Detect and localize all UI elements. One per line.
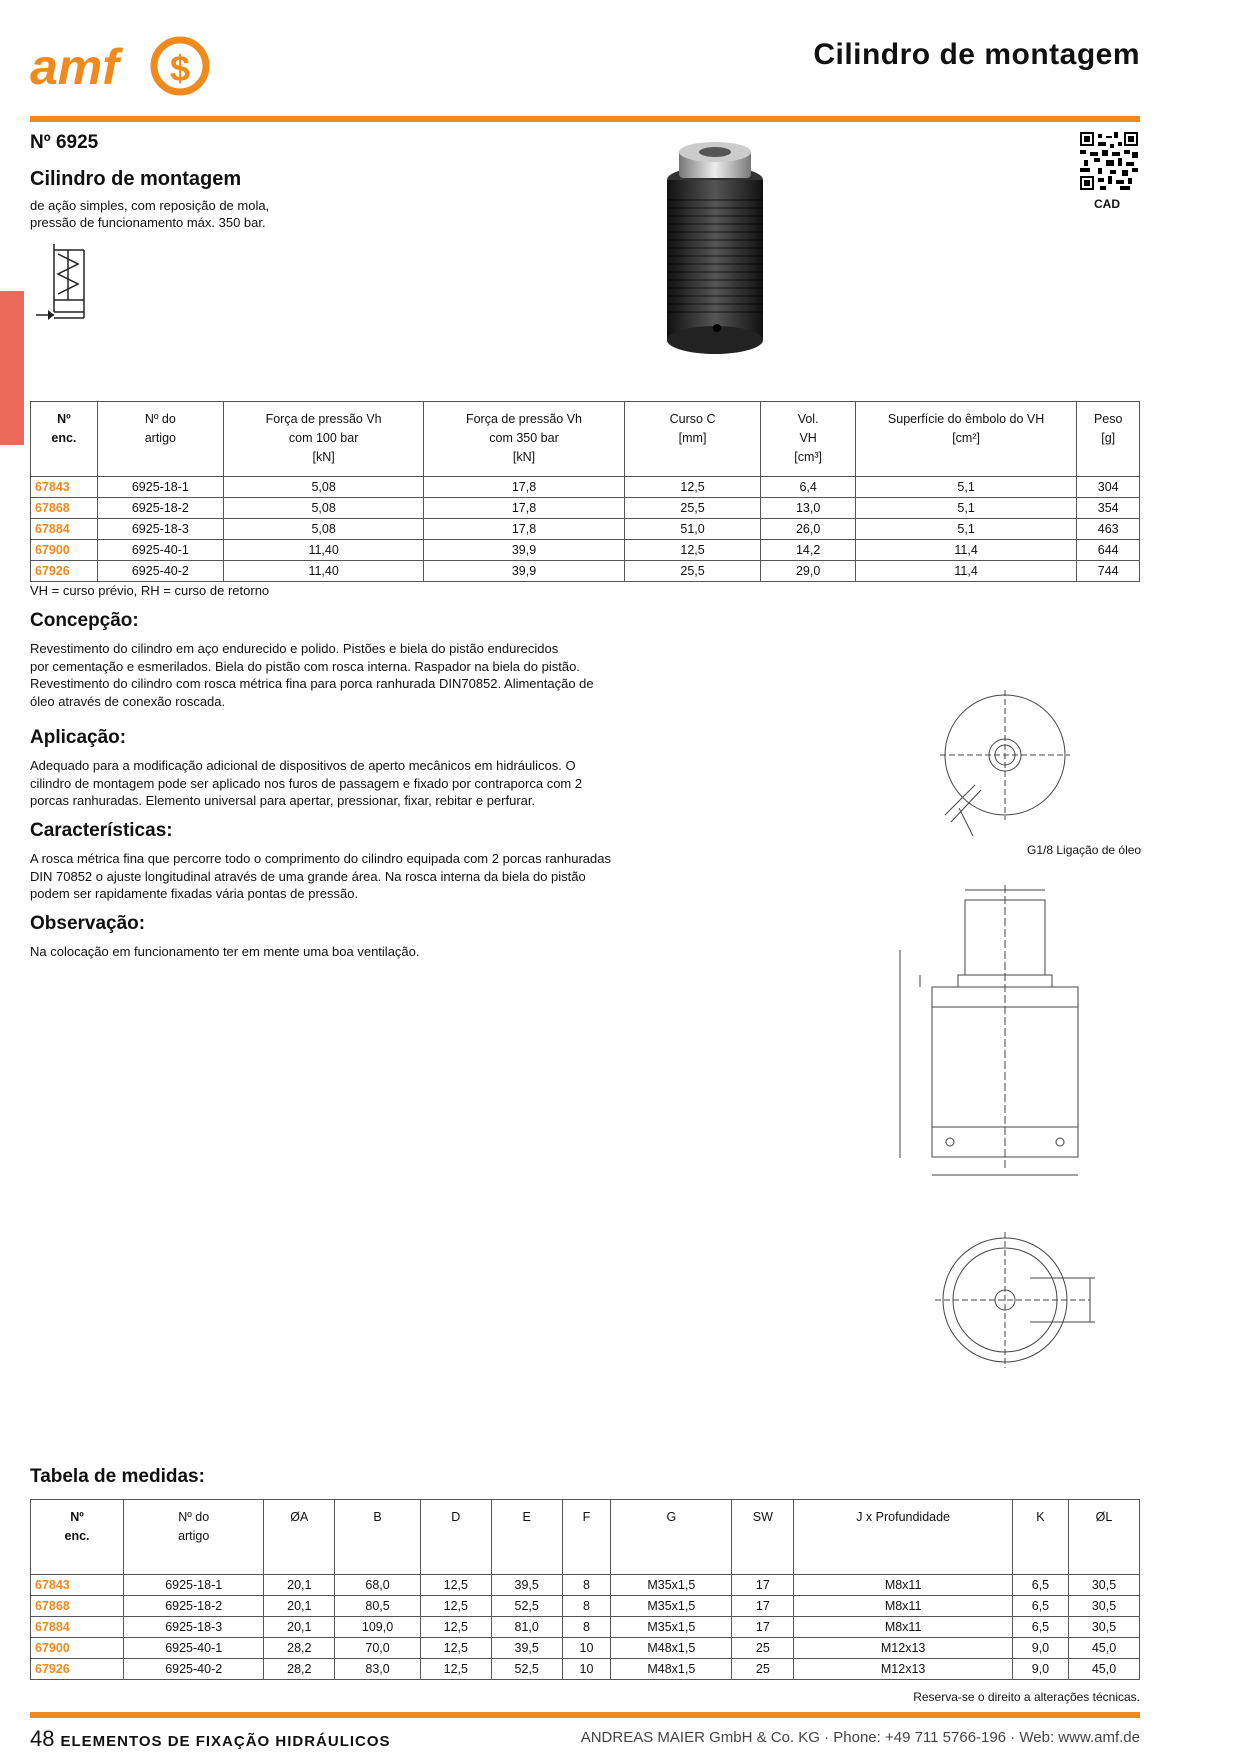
column-header — [31, 1500, 124, 1575]
table-cell: 80,5 — [335, 1596, 421, 1617]
table-cell: 28,2 — [264, 1638, 335, 1659]
table-cell: 52,5 — [491, 1659, 562, 1680]
table-row — [31, 1596, 1140, 1617]
text-line: A rosca métrica fina que percorre todo o comprimento do cilindro equipada com 2 porcas ranhuradas — [30, 851, 611, 866]
header-line: artigo — [178, 1529, 210, 1543]
order-number-cell[interactable]: 67884 — [31, 519, 98, 540]
table-cell: 28,2 — [264, 1659, 335, 1680]
table-cell: 5,1 — [855, 519, 1077, 540]
table-cell: 52,5 — [491, 1596, 562, 1617]
table-cell: 45,0 — [1069, 1659, 1140, 1680]
table-cell: 109,0 — [335, 1617, 421, 1638]
text-line: DIN 70852 o ajuste longitudinal através de uma grande área. Na rosca interna da biela do pistão — [30, 868, 586, 884]
table-cell: 14,2 — [761, 540, 855, 561]
table-cell: 12,5 — [624, 477, 761, 498]
qr-code-icon[interactable] — [1080, 132, 1138, 190]
table-cell: 12,5 — [420, 1638, 491, 1659]
specs-table — [30, 401, 1140, 582]
table-row — [31, 1659, 1140, 1680]
column-header — [624, 402, 761, 477]
table-cell: 8 — [562, 1596, 611, 1617]
text-line: Revestimento do cilindro em aço endurecido e polido. Pistões e biela do pistão endurecidos — [30, 641, 559, 656]
table-cell: 17 — [732, 1617, 794, 1638]
column-header — [264, 1500, 335, 1575]
table-cell: 9,0 — [1012, 1659, 1068, 1680]
table-row — [31, 1638, 1140, 1659]
table-cell: 6925-18-1 — [97, 477, 223, 498]
header-line: Nº do — [144, 412, 176, 426]
table-cell: 25,5 — [624, 498, 761, 519]
table-cell: 11,4 — [855, 540, 1077, 561]
header-rule — [30, 116, 1140, 122]
table-row — [31, 477, 1140, 498]
header-line: Superfície do êmbolo do VH — [887, 412, 1045, 426]
header-line: ØA — [290, 1510, 309, 1524]
table-row — [31, 561, 1140, 582]
table-cell: 6925-40-1 — [124, 1638, 264, 1659]
text-line: por cementação e esmerilados. Biela do pistão com rosca interna. Raspador na biela do pistão. — [30, 658, 580, 674]
page-title: Cilindro de montagem — [813, 38, 1140, 71]
column-header — [223, 402, 423, 477]
table-cell: 25 — [732, 1659, 794, 1680]
reserve-note: Reserva-se o direito a alterações técnicas. — [913, 1690, 1140, 1704]
table-cell: 304 — [1077, 477, 1140, 498]
section-title: Observação: — [30, 913, 146, 934]
header-line: [kN] — [312, 450, 335, 464]
header-line: artigo — [144, 431, 176, 445]
footer-rule — [30, 1712, 1140, 1718]
header-line: D — [451, 1510, 461, 1524]
table-cell: 10 — [562, 1638, 611, 1659]
table-cell: 12,5 — [624, 540, 761, 561]
table-cell: 6,5 — [1012, 1575, 1068, 1596]
column-header — [732, 1500, 794, 1575]
table-row — [31, 1617, 1140, 1638]
product-description — [30, 197, 269, 231]
column-header — [491, 1500, 562, 1575]
table-cell: 70,0 — [335, 1638, 421, 1659]
table-cell: M48x1,5 — [611, 1638, 732, 1659]
table-cell: 5,08 — [223, 498, 423, 519]
side-tab-marker — [0, 291, 24, 445]
table-header-row — [31, 1500, 1140, 1575]
column-header — [1077, 402, 1140, 477]
section-name: ELEMENTOS DE FIXAÇÃO HIDRÁULICOS — [60, 1733, 391, 1750]
header-line: G — [666, 1510, 677, 1524]
hydraulic-symbol-icon — [34, 242, 94, 330]
footer-page-info — [30, 1726, 391, 1752]
product-title: Cilindro de montagem — [30, 168, 242, 190]
product-photo — [645, 140, 785, 380]
table-row — [31, 519, 1140, 540]
section-observacao — [30, 913, 730, 961]
company-info: ANDREAS MAIER GmbH & Co. KG · Phone: +49 711 5766-196 · Web: www.amf.de — [580, 1729, 1140, 1746]
table-row — [31, 1575, 1140, 1596]
header-line: Peso — [1093, 412, 1123, 426]
table-cell: M35x1,5 — [611, 1617, 732, 1638]
section-title: Aplicação: — [30, 727, 127, 748]
table-cell: 26,0 — [761, 519, 855, 540]
table-cell: 6925-18-2 — [97, 498, 223, 519]
table-cell: 20,1 — [264, 1617, 335, 1638]
header-line: Nº do — [178, 1510, 210, 1524]
text-line: Revestimento do cilindro com rosca métrica fina para porca ranhurada DIN70852. Alimentação de — [30, 676, 594, 691]
order-number-cell[interactable]: 67868 — [31, 1596, 124, 1617]
table-cell: 6925-18-2 — [124, 1596, 264, 1617]
header-line: Força de pressão Vh — [265, 412, 382, 426]
section-concepcao — [30, 610, 730, 710]
svg-text:amf: amf — [30, 39, 119, 95]
table-cell: 39,5 — [491, 1575, 562, 1596]
table-cell: 6,5 — [1012, 1596, 1068, 1617]
header-line: SW — [752, 1510, 773, 1524]
header-line: Curso C — [669, 412, 716, 426]
column-header — [97, 402, 223, 477]
column-header — [611, 1500, 732, 1575]
table-cell: 51,0 — [624, 519, 761, 540]
table-cell: 8 — [562, 1617, 611, 1638]
section-title: Concepção: — [30, 610, 139, 631]
table-cell: 12,5 — [420, 1659, 491, 1680]
header-line: [mm] — [678, 431, 707, 445]
header-line: F — [582, 1510, 591, 1524]
table-cell: 39,9 — [424, 540, 624, 561]
table-cell: M8x11 — [794, 1596, 1013, 1617]
header-line: [cm³] — [794, 450, 823, 464]
table-cell: 30,5 — [1069, 1596, 1140, 1617]
table-header-row — [31, 402, 1140, 477]
header-line: com 100 bar — [288, 431, 359, 445]
column-header — [761, 402, 855, 477]
table-cell: M35x1,5 — [611, 1596, 732, 1617]
table-cell: 20,1 — [264, 1596, 335, 1617]
text-line: podem ser rapidamente fixadas vária pontas de pressão. — [30, 886, 359, 901]
column-header — [1069, 1500, 1140, 1575]
table-cell: 81,0 — [491, 1617, 562, 1638]
description-line: pressão de funcionamento máx. 350 bar. — [30, 215, 266, 230]
order-number-cell[interactable]: 67843 — [31, 477, 98, 498]
table-cell: 30,5 — [1069, 1575, 1140, 1596]
dimensions-table-title: Tabela de medidas: — [30, 1466, 205, 1487]
svg-text:$: $ — [170, 48, 191, 89]
table-row — [31, 498, 1140, 519]
section-text — [30, 757, 730, 810]
table-cell: 10 — [562, 1659, 611, 1680]
column-header — [424, 402, 624, 477]
order-number-cell[interactable]: 67868 — [31, 498, 98, 519]
order-number-cell[interactable]: 67900 — [31, 540, 98, 561]
order-number-cell[interactable]: 67843 — [31, 1575, 124, 1596]
table-row — [31, 540, 1140, 561]
table-cell: 68,0 — [335, 1575, 421, 1596]
table-cell: M35x1,5 — [611, 1575, 732, 1596]
order-number-cell[interactable]: 67926 — [31, 1659, 124, 1680]
table-cell: 12,5 — [420, 1575, 491, 1596]
table-cell: 6925-40-1 — [97, 540, 223, 561]
table-cell: M12x13 — [794, 1638, 1013, 1659]
text-line: Adequado para a modificação adicional de dispositivos de aperto mecânicos em hidráulicos. O — [30, 758, 576, 773]
table-cell: 6925-40-2 — [97, 561, 223, 582]
table-cell: 17,8 — [424, 477, 624, 498]
table-cell: 17,8 — [424, 519, 624, 540]
table-cell: 5,08 — [223, 519, 423, 540]
table-cell: 354 — [1077, 498, 1140, 519]
table-cell: 5,1 — [855, 498, 1077, 519]
section-text — [30, 943, 730, 961]
header-line: Nº — [70, 1510, 84, 1524]
section-caracteristicas — [30, 820, 730, 903]
side-view-drawing — [870, 880, 1110, 1190]
header-line: [g] — [1101, 431, 1116, 445]
header-line: Nº — [57, 412, 71, 426]
header-line: [kN] — [512, 450, 536, 464]
table-cell: 17 — [732, 1596, 794, 1617]
table-cell: 20,1 — [264, 1575, 335, 1596]
table-cell: 9,0 — [1012, 1638, 1068, 1659]
table-cell: 39,5 — [491, 1638, 562, 1659]
table-cell: 5,08 — [223, 477, 423, 498]
table-cell: M12x13 — [794, 1659, 1013, 1680]
table-cell: 25,5 — [624, 561, 761, 582]
table-cell: 12,5 — [420, 1596, 491, 1617]
header-line: K — [1036, 1510, 1045, 1524]
table-cell: M8x11 — [794, 1575, 1013, 1596]
table-cell: 17,8 — [424, 498, 624, 519]
table-cell: M8x11 — [794, 1617, 1013, 1638]
table-cell: 83,0 — [335, 1659, 421, 1680]
product-number: Nº 6925 — [30, 132, 99, 153]
column-header — [562, 1500, 611, 1575]
section-text — [30, 850, 730, 903]
top-view-drawing — [935, 690, 1075, 840]
table-cell: 8 — [562, 1575, 611, 1596]
table-cell: 6,5 — [1012, 1617, 1068, 1638]
text-line: porcas ranhuradas. Elemento universal para apertar, pressionar, fixar, rebitar e perfurar. — [30, 793, 536, 808]
text-line: Na colocação em funcionamento ter em mente uma boa ventilação. — [30, 944, 420, 959]
column-header — [420, 1500, 491, 1575]
header-line: com 350 bar — [489, 431, 559, 445]
text-line: cilindro de montagem pode ser aplicado nos furos de passagem e fixado por contraporca com 2 — [30, 775, 583, 791]
table-footnote: VH = curso prévio, RH = curso de retorno — [30, 583, 270, 598]
table-cell: 25 — [732, 1638, 794, 1659]
table-cell: 29,0 — [761, 561, 855, 582]
table-cell: 11,40 — [223, 540, 423, 561]
header-line: VH — [799, 431, 817, 445]
header-line: [cm²] — [952, 431, 980, 445]
column-header — [124, 1500, 264, 1575]
column-header — [335, 1500, 421, 1575]
table-cell: 11,40 — [223, 561, 423, 582]
section-aplicacao — [30, 727, 730, 810]
header-line: Vol. — [797, 412, 819, 426]
header-line: Força de pressão Vh — [465, 412, 583, 426]
header-line: J x Profundidade — [856, 1510, 951, 1524]
order-number-cell[interactable]: 67884 — [31, 1617, 124, 1638]
column-header — [31, 402, 98, 477]
table-cell: 6925-18-1 — [124, 1575, 264, 1596]
table-cell: 463 — [1077, 519, 1140, 540]
header-line: E — [522, 1510, 531, 1524]
section-title: Características: — [30, 820, 173, 841]
table-cell: 30,5 — [1069, 1617, 1140, 1638]
order-number-cell[interactable]: 67900 — [31, 1638, 124, 1659]
order-number-cell[interactable]: 67926 — [31, 561, 98, 582]
text-line: óleo através de conexão roscada. — [30, 693, 226, 709]
table-cell: M48x1,5 — [611, 1659, 732, 1680]
section-text — [30, 640, 730, 710]
oil-connection-label: G1/8 Ligação de óleo — [1027, 843, 1142, 857]
amf-logo — [30, 36, 220, 96]
table-cell: 17 — [732, 1575, 794, 1596]
table-cell: 744 — [1077, 561, 1140, 582]
header-line: B — [373, 1510, 382, 1524]
header-line: ØL — [1095, 1510, 1113, 1524]
bottom-view-drawing — [930, 1230, 1110, 1370]
column-header — [855, 402, 1077, 477]
description-line: de ação simples, com reposição de mola, — [30, 198, 270, 213]
column-header — [1012, 1500, 1068, 1575]
table-cell: 6925-40-2 — [124, 1659, 264, 1680]
table-cell: 45,0 — [1069, 1638, 1140, 1659]
header-line: enc. — [64, 1529, 90, 1543]
page-number: 48 — [30, 1726, 55, 1751]
table-cell: 6925-18-3 — [124, 1617, 264, 1638]
table-cell: 644 — [1077, 540, 1140, 561]
table-cell: 12,5 — [420, 1617, 491, 1638]
table-cell: 11,4 — [855, 561, 1077, 582]
header-line: enc. — [51, 431, 77, 445]
cad-label: CAD — [1094, 197, 1120, 211]
column-header — [794, 1500, 1013, 1575]
table-cell: 6,4 — [761, 477, 855, 498]
dimensions-table — [30, 1499, 1140, 1680]
table-cell: 6925-18-3 — [97, 519, 223, 540]
table-cell: 13,0 — [761, 498, 855, 519]
table-cell: 39,9 — [424, 561, 624, 582]
table-cell: 5,1 — [855, 477, 1077, 498]
